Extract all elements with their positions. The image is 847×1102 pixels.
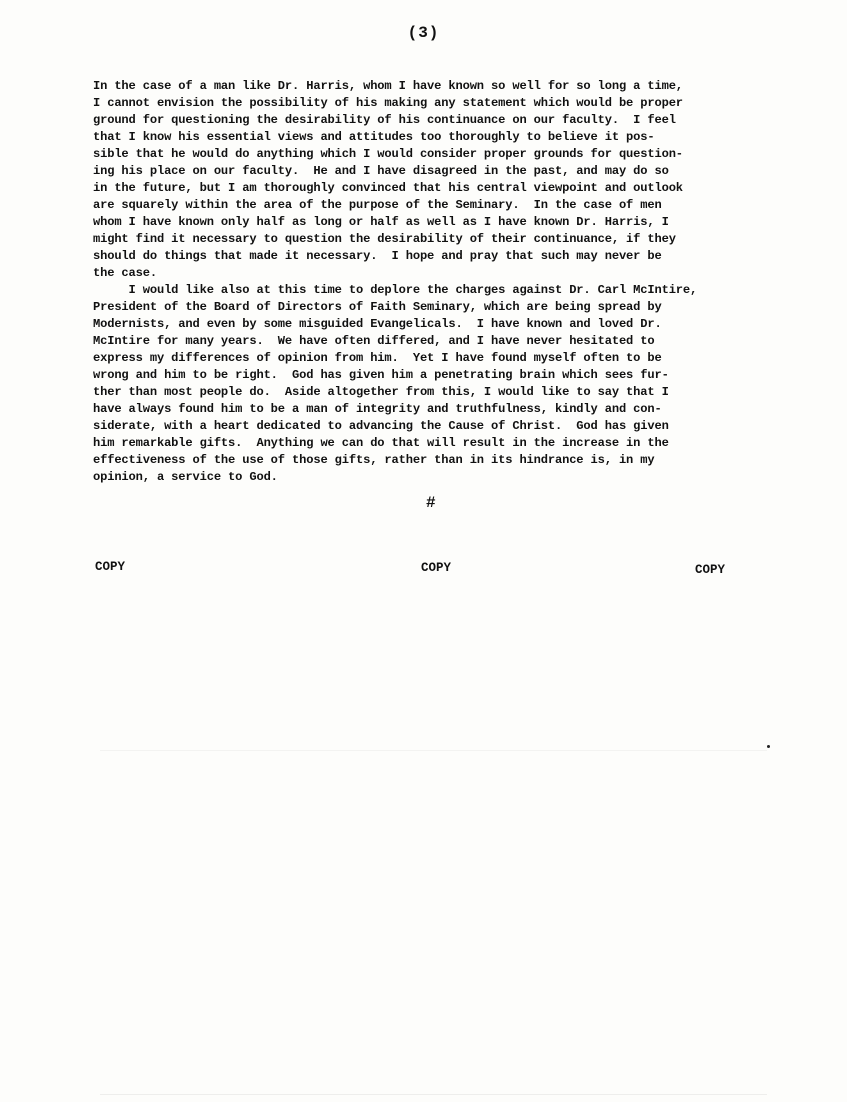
- paragraph-mcintire: [93, 282, 793, 486]
- text-line: I cannot envision the possibility of his making any statement which would be proper: [93, 96, 683, 110]
- text-line: effectiveness of the use of those gifts, rather than in its hindrance is, in my: [93, 453, 655, 467]
- scan-shadow-line: [100, 750, 767, 751]
- letter-body: [93, 78, 793, 486]
- scan-shadow-line: [100, 1094, 767, 1095]
- text-line: Modernists, and even by some misguided Evangelicals. I have known and loved Dr.: [93, 317, 662, 331]
- text-line: have always found him to be a man of integrity and truthfulness, kindly and con-: [93, 402, 662, 416]
- page-number: (3): [407, 24, 440, 42]
- text-line: sible that he would do anything which I would consider proper grounds for question-: [93, 147, 683, 161]
- copy-label-left: COPY: [95, 560, 126, 574]
- text-line: siderate, with a heart dedicated to advancing the Cause of Christ. God has given: [93, 419, 669, 433]
- text-line: express my differences of opinion from him. Yet I have found myself often to be: [93, 351, 662, 365]
- text-line: I would like also at this time to deplore the charges against Dr. Carl McIntire,: [93, 283, 698, 297]
- text-line: wrong and him to be right. God has given him a penetrating brain which sees fur-: [93, 368, 669, 382]
- text-line: whom I have known only half as long or half as well as I have known Dr. Harris, I: [93, 215, 669, 229]
- text-line: ground for questioning the desirability of his continuance on our faculty. I feel: [93, 113, 676, 127]
- end-mark: #: [426, 494, 436, 512]
- scan-speck: [767, 745, 770, 748]
- text-line: ther than most people do. Aside altogether from this, I would like to say that I: [93, 385, 669, 399]
- text-line: might find it necessary to question the desirability of their continuance, if they: [93, 232, 676, 246]
- text-line: President of the Board of Directors of Faith Seminary, which are being spread by: [93, 300, 662, 314]
- text-line: In the case of a man like Dr. Harris, whom I have known so well for so long a time,: [93, 79, 683, 93]
- text-line: him remarkable gifts. Anything we can do that will result in the increase in the: [93, 436, 669, 450]
- text-line: are squarely within the area of the purpose of the Seminary. In the case of men: [93, 198, 662, 212]
- copy-label-center: COPY: [421, 561, 452, 575]
- paragraph-harris: [93, 78, 793, 282]
- text-line: that I know his essential views and attitudes too thoroughly to believe it pos-: [93, 130, 655, 144]
- text-line: ing his place on our faculty. He and I have disagreed in the past, and may do so: [93, 164, 669, 178]
- copy-label-right: COPY: [695, 563, 726, 577]
- text-line: opinion, a service to God.: [93, 470, 278, 484]
- text-line: McIntire for many years. We have often differed, and I have never hesitated to: [93, 334, 655, 348]
- text-line: the case.: [93, 266, 157, 280]
- text-line: in the future, but I am thoroughly convinced that his central viewpoint and outlook: [93, 181, 683, 195]
- text-line: should do things that made it necessary. I hope and pray that such may never be: [93, 249, 662, 263]
